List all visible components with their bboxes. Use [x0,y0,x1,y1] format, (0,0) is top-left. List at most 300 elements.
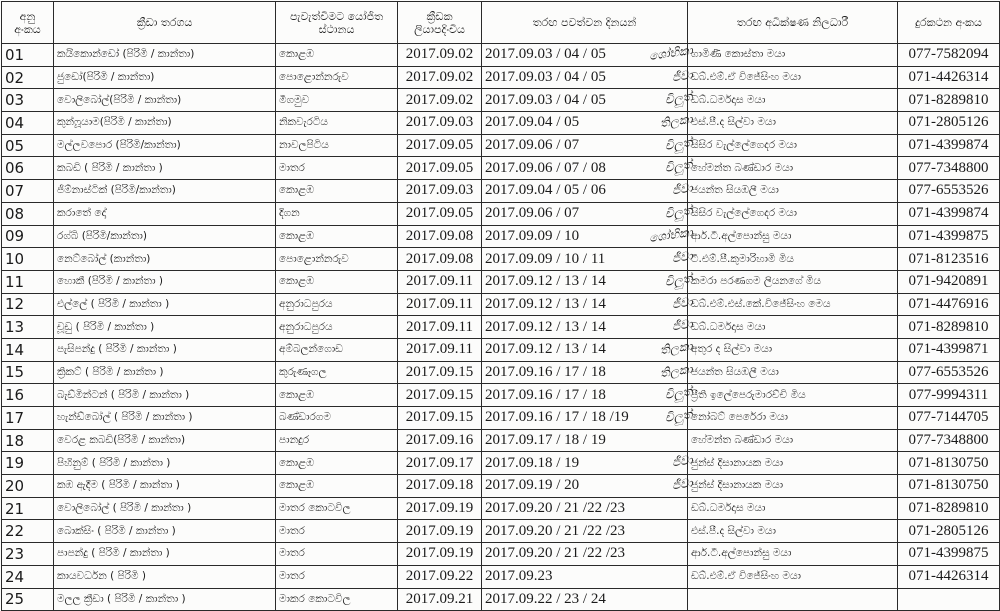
row-number [2,384,54,407]
venue-text: අම්බලන්ගොඩ [279,343,343,356]
registration-date [398,66,482,89]
sport-name [54,44,276,67]
row-number [2,361,54,384]
phone-number-text: 071-8123516 [908,250,989,267]
competition-dates [482,588,688,611]
handwritten-signature: චිලුත් [664,89,694,108]
table-row [2,497,1000,520]
row-number-text: 02 [5,68,25,87]
supervising-officer-text: ඩබ්.ධර්මදාස මයා [691,320,766,333]
competition-dates [482,89,694,112]
sport-name [54,180,276,203]
sport-name-text: හොකී (පිරිමි / කාන්තා ) [57,275,163,288]
sport-name [54,157,276,180]
sport-name-text: කරාතේ දෝ [57,207,107,220]
supervising-officer [688,565,898,588]
row-number-text: 23 [5,544,25,563]
sport-name-text: වොලිබෝල් ( පිරිමි / කාන්තා ) [57,502,192,515]
competition-dates [482,316,694,339]
table-row [2,112,1000,135]
registration-date [398,316,482,339]
competition-dates [482,384,694,407]
supervising-officer [688,384,898,407]
table-row [2,338,1000,361]
row-number-text: 03 [5,91,25,110]
venue-text: කොළඹ [279,275,314,288]
phone-number [898,134,1000,157]
competition-dates [482,543,688,566]
venue [276,543,398,566]
venue-text: අනුරාධපුරය [279,297,333,310]
registration-date [398,543,482,566]
sport-name [54,565,276,588]
phone-number [898,316,1000,339]
row-number [2,497,54,520]
competition-dates-text: 2017.09.20 / 21 /22 /23 [485,522,626,539]
registration-date [398,112,482,135]
phone-number-text: 071-8130750 [908,477,989,494]
sport-name-text: චූඩු ( පිරිමි / කාන්තා ) [57,320,155,333]
venue [276,429,398,452]
registration-date [398,270,482,293]
row-number-text: 17 [5,408,25,427]
supervising-officer [688,361,898,384]
table-row [2,44,1000,67]
header-competition-dates: තරඟ පවත්වන දිනයන් [482,2,688,44]
supervising-officer-text: හේමන්ත බණ්ඩාර මයා [691,161,794,174]
row-number-text: 18 [5,431,25,450]
row-number-text: 08 [5,204,25,223]
registration-date [398,180,482,203]
registration-date-text: 2017.09.05 [405,137,474,154]
supervising-officer [688,248,898,271]
competition-dates-text: 2017.09.03 / 04 / 05 [485,46,606,63]
venue-text: පොළොන්නරුව [279,252,349,265]
phone-number-text: 071-4476916 [908,295,989,312]
competition-dates-text: 2017.09.03 / 04 / 05 [485,91,606,108]
supervising-officer [688,293,898,316]
supervising-officer-text: ජුන්ස් දිසානායක මයා [691,456,784,469]
row-number [2,543,54,566]
table-row [2,180,1000,203]
phone-number [898,384,1000,407]
registration-date-text: 2017.09.03 [405,182,474,199]
sport-name [54,520,276,543]
sport-name-text: වෙරළ කබඩි(පිරිමි / කාන්තා) [57,434,186,447]
phone-number [898,293,1000,316]
supervising-officer [688,452,898,475]
handwritten-signature: ජීවා [671,453,694,470]
venue [276,565,398,588]
supervising-officer [688,180,898,203]
row-number [2,44,54,67]
handwritten-signature: චිලුත් [664,384,694,403]
registration-date [398,134,482,157]
registration-date-text: 2017.09.11 [406,273,473,290]
row-number [2,429,54,452]
competition-dates [482,293,694,316]
venue [276,66,398,89]
phone-number [898,565,1000,588]
table-row [2,157,1000,180]
sport-name [54,452,276,475]
competition-dates [482,270,694,293]
registration-date [398,452,482,475]
sport-name [54,248,276,271]
competition-dates [482,361,694,384]
supervising-officer [688,157,898,180]
registration-date-text: 2017.09.15 [405,409,474,426]
row-number-text: 12 [5,295,25,314]
registration-date-text: 2017.09.02 [405,69,474,86]
venue [276,407,398,430]
sport-name [54,270,276,293]
supervising-officer [688,225,898,248]
sport-name-text: වොලිබෝල්(පිරිමි / කාන්තා) [57,93,182,106]
registration-date [398,361,482,384]
row-number-text: 06 [5,159,25,178]
phone-number-text: 071-4399874 [908,137,989,154]
row-number-text: 01 [5,45,25,64]
supervising-officer-text: ආර්.ටී.අල්පොන්සු මයා [691,229,792,242]
phone-number-text: 071-4399875 [908,227,989,244]
competition-dates-text: 2017.09.12 / 13 / 14 [485,295,606,312]
supervising-officer-text: ගාමිණී කොස්තා මයා [691,48,786,61]
sport-name [54,475,276,498]
phone-number [898,475,1000,498]
registration-date [398,407,482,430]
venue-text: මාතර [279,547,305,560]
phone-number [898,89,1000,112]
handwritten-signature: චිලුත් [664,271,694,289]
sport-name-text: කබඩි ( පිරිමි / කාන්තා ) [57,161,163,174]
supervising-officer [688,338,898,361]
venue-text: මාතර [279,570,305,583]
row-number-text: 22 [5,522,25,541]
phone-number [898,407,1000,430]
table-row [2,588,1000,611]
row-number [2,452,54,475]
venue [276,384,398,407]
phone-number [898,202,1000,225]
venue-text: බණ්ඩාරගම [279,411,331,424]
registration-date [398,475,482,498]
competition-dates-text: 2017.09.12 / 13 / 14 [485,318,606,335]
competition-dates-text: 2017.09.20 / 21 /22 /23 [485,500,626,517]
registration-date [398,248,482,271]
phone-number [898,180,1000,203]
venue [276,497,398,520]
venue-text: කොළඹ [279,479,314,492]
sport-name-text: රග්බි (පිරිමි/කාන්තා) [57,229,147,242]
handwritten-signature: චිලුත් [664,157,694,176]
row-number [2,134,54,157]
registration-date-text: 2017.09.19 [405,500,474,517]
venue-text: කුරුණෑගල [279,365,327,378]
supervising-officer [688,475,898,498]
venue-text: නිකවැරටිය [279,116,328,129]
registration-date [398,565,482,588]
phone-number-text: 071-9420891 [908,273,989,290]
table-row [2,225,1000,248]
competition-dates-text: 2017.09.19 / 20 [485,477,580,494]
sport-name [54,293,276,316]
registration-date-text: 2017.09.05 [405,159,474,176]
phone-number-text: 077-7144705 [908,409,989,426]
row-number-text: 14 [5,340,25,359]
sport-name [54,407,276,430]
handwritten-signature: තිලකා [659,338,694,358]
sport-name [54,225,276,248]
venue [276,452,398,475]
row-number [2,270,54,293]
phone-number [898,520,1000,543]
competition-dates [482,452,694,475]
phone-number-text: 071-4426314 [908,568,989,585]
venue-text: නාවලපිටිය [279,139,329,152]
row-number [2,89,54,112]
supervising-officer [688,44,898,67]
table-row [2,475,1000,498]
competition-dates [482,111,694,135]
table-row [2,384,1000,407]
venue-text: අනුරාධපුරය [279,320,333,333]
venue-text: මාතර [279,524,305,537]
phone-number-text: 077-7582094 [908,46,989,63]
supervising-officer-text: නෝබට් පෙරේරා මයා [691,411,788,424]
venue-text: පානදුර [279,434,310,447]
competition-dates [482,180,694,203]
supervising-officer-text: ජයන්ත සියඹලී මයා [691,184,779,197]
supervising-officer-text: ඩබ්.එම්.ඒ විජේසිංහ මයා [691,570,801,583]
competition-dates [482,475,694,498]
venue-text: මාකර කොටවිල [279,592,351,605]
handwritten-signature: ජීවා [671,316,694,334]
sport-name-text: කුන්ෆූයාම(පිරිමි / කාන්තා) [57,116,172,129]
registration-date-text: 2017.09.15 [405,363,474,380]
venue-text: කොළඹ [279,184,314,197]
sport-name-text: හැන්ඩ්බෝල් ( පිරිමි / කාන්තා ) [57,411,193,424]
competition-dates [482,202,694,225]
phone-number [898,112,1000,135]
competition-dates-text: 2017.09.09 / 10 [485,227,580,244]
competition-dates-text: 2017.09.22 / 23 / 24 [485,590,606,607]
competition-dates [482,134,694,157]
competition-dates-text: 2017.09.06 / 07 / 08 [485,159,606,176]
phone-number-text: 071-2805126 [908,522,989,539]
venue-text: කොළඹ [279,229,314,242]
phone-number [898,452,1000,475]
phone-number [898,361,1000,384]
header-no: අනු අංකය [2,2,54,44]
table-row [2,407,1000,430]
supervising-officer-text: ආර්.ටී.අල්පොන්සු මයා [691,547,792,560]
supervising-officer-text: එස්.පී.ද සිල්වා මයා [691,116,776,129]
table-row [2,248,1000,271]
venue-text: කොළඹ [279,48,314,61]
registration-date [398,89,482,112]
supervising-officer [688,270,898,293]
competition-dates [482,66,694,89]
phone-number [898,338,1000,361]
row-number [2,565,54,588]
competition-dates [482,338,694,361]
supervising-officer [688,89,898,112]
registration-date-text: 2017.09.05 [405,205,474,222]
handwritten-signature: ජීවා [671,248,694,266]
row-number-text: 25 [5,590,25,609]
handwritten-signature: ශෝභිකා [648,43,694,63]
sport-name [54,543,276,566]
venue [276,112,398,135]
sport-name [54,384,276,407]
competition-dates [482,157,694,180]
sport-name [54,316,276,339]
phone-number [898,44,1000,67]
handwritten-signature: චිලුත් [664,134,694,153]
handwritten-signature: ජීවා [671,180,694,198]
phone-number-text: 077-9994311 [908,386,989,403]
venue-text: මීගමුව [279,93,310,106]
supervising-officer [688,316,898,339]
venue-text: මාතර [279,161,305,174]
venue [276,293,398,316]
handwritten-signature: චිලුත් [664,202,694,221]
table-row [2,134,1000,157]
competition-dates [482,43,694,67]
table-row [2,270,1000,293]
table-row [2,316,1000,339]
competition-dates-text: 2017.09.18 / 19 [485,454,580,471]
competition-dates [482,429,688,452]
handwritten-signature: තිලකා [659,361,694,380]
supervising-officer [688,497,898,520]
sport-name [54,497,276,520]
supervising-officer [688,407,898,430]
row-number-text: 07 [5,181,25,200]
supervising-officer-text: එස්.පී.ද සිල්වා මයා [691,524,776,537]
phone-number-text: 071-8289810 [908,500,989,517]
supervising-officer-text: අතුර ද සිල්වා මයා [691,343,773,356]
table-row [2,89,1000,112]
competition-dates [482,520,688,543]
phone-number [898,270,1000,293]
sport-name-text: පිහිනුම් ( පිරිමි / කාන්තා ) [57,456,171,469]
row-number [2,338,54,361]
supervising-officer-text: ජයන්ත සියඹලී මයා [691,365,779,378]
phone-number [898,497,1000,520]
supervising-officer-text: කමරා පරණගම ලියනගේ මිය [691,275,822,288]
phone-number-text: 077-7348800 [908,159,989,176]
supervising-officer [688,66,898,89]
registration-date-text: 2017.09.21 [405,590,474,607]
sport-name [54,338,276,361]
table-row [2,361,1000,384]
handwritten-signature: ශෝභිකා [648,224,694,245]
registration-date-text: 2017.09.18 [405,477,474,494]
table-row [2,520,1000,543]
phone-number [898,66,1000,89]
venue [276,248,398,271]
venue-text: කොළඹ [279,456,314,469]
phone-number-text: 071-4399871 [908,341,989,358]
registration-date-text: 2017.09.22 [405,568,474,585]
competition-dates [482,565,688,588]
sport-name [54,588,276,611]
registration-date [398,384,482,407]
supervising-officer-text: සිසිර වැල්ලේගෙදර මයා [691,139,797,152]
supervising-officer-text: හේමන්ත බණ්ඩාර මයා [691,434,794,447]
sport-name-text: මල්ලවපොර (පිරිමි/කාන්තා) [57,139,181,152]
row-number [2,66,54,89]
venue [276,180,398,203]
venue [276,134,398,157]
venue [276,588,398,611]
competition-dates-text: 2017.09.16 / 17 / 18 [485,363,606,380]
venue [276,202,398,225]
row-number [2,112,54,135]
phone-number-text: 077-6553526 [908,182,989,199]
competition-schedule-table [1,1,1000,611]
registration-date-text: 2017.09.16 [405,432,474,449]
venue [276,316,398,339]
competition-dates-text: 2017.09.20 / 21 /22 /23 [485,545,626,562]
supervising-officer [688,543,898,566]
sport-name [54,134,276,157]
competition-dates-text: 2017.09.23 [485,568,553,585]
sport-name-text: නෙට්බෝල් (කාන්තා) [57,252,151,265]
sport-name-text: කායවර්ධන ( පිරිමි ) [57,570,146,583]
handwritten-signature: චිලුත් [664,407,694,425]
row-number-text: 19 [5,454,25,473]
row-number [2,157,54,180]
venue [276,157,398,180]
table-row [2,452,1000,475]
phone-number-text: 071-2805126 [908,114,989,131]
registration-date-text: 2017.09.15 [405,386,474,403]
venue [276,270,398,293]
header-row [2,2,1000,44]
table-row [2,429,1000,452]
registration-date-text: 2017.09.03 [405,114,474,131]
competition-dates-text: 2017.09.06 / 07 [485,137,580,154]
row-number [2,180,54,203]
supervising-officer [688,429,898,452]
supervising-officer-text: ප්‍රීති ඉලේපෙරුමාරච්චි මිය [691,388,806,401]
venue-text: කොළඹ [279,388,314,401]
registration-date [398,202,482,225]
handwritten-signature: ජීවා [671,67,694,85]
sport-name [54,202,276,225]
venue [276,475,398,498]
header-phone: දුරකථන අංකය [898,2,1000,44]
phone-number-text: 071-8289810 [908,318,989,335]
phone-number [898,248,1000,271]
supervising-officer [688,134,898,157]
registration-date [398,588,482,611]
registration-date [398,497,482,520]
venue [276,225,398,248]
supervising-officer [688,112,898,135]
competition-dates [482,497,688,520]
registration-date-text: 2017.09.11 [406,341,473,358]
row-number-text: 16 [5,386,25,405]
venue [276,89,398,112]
registration-date [398,293,482,316]
row-number-text: 10 [5,250,25,269]
phone-number-text: 077-6553526 [908,363,989,380]
registration-date-text: 2017.09.08 [405,227,474,244]
